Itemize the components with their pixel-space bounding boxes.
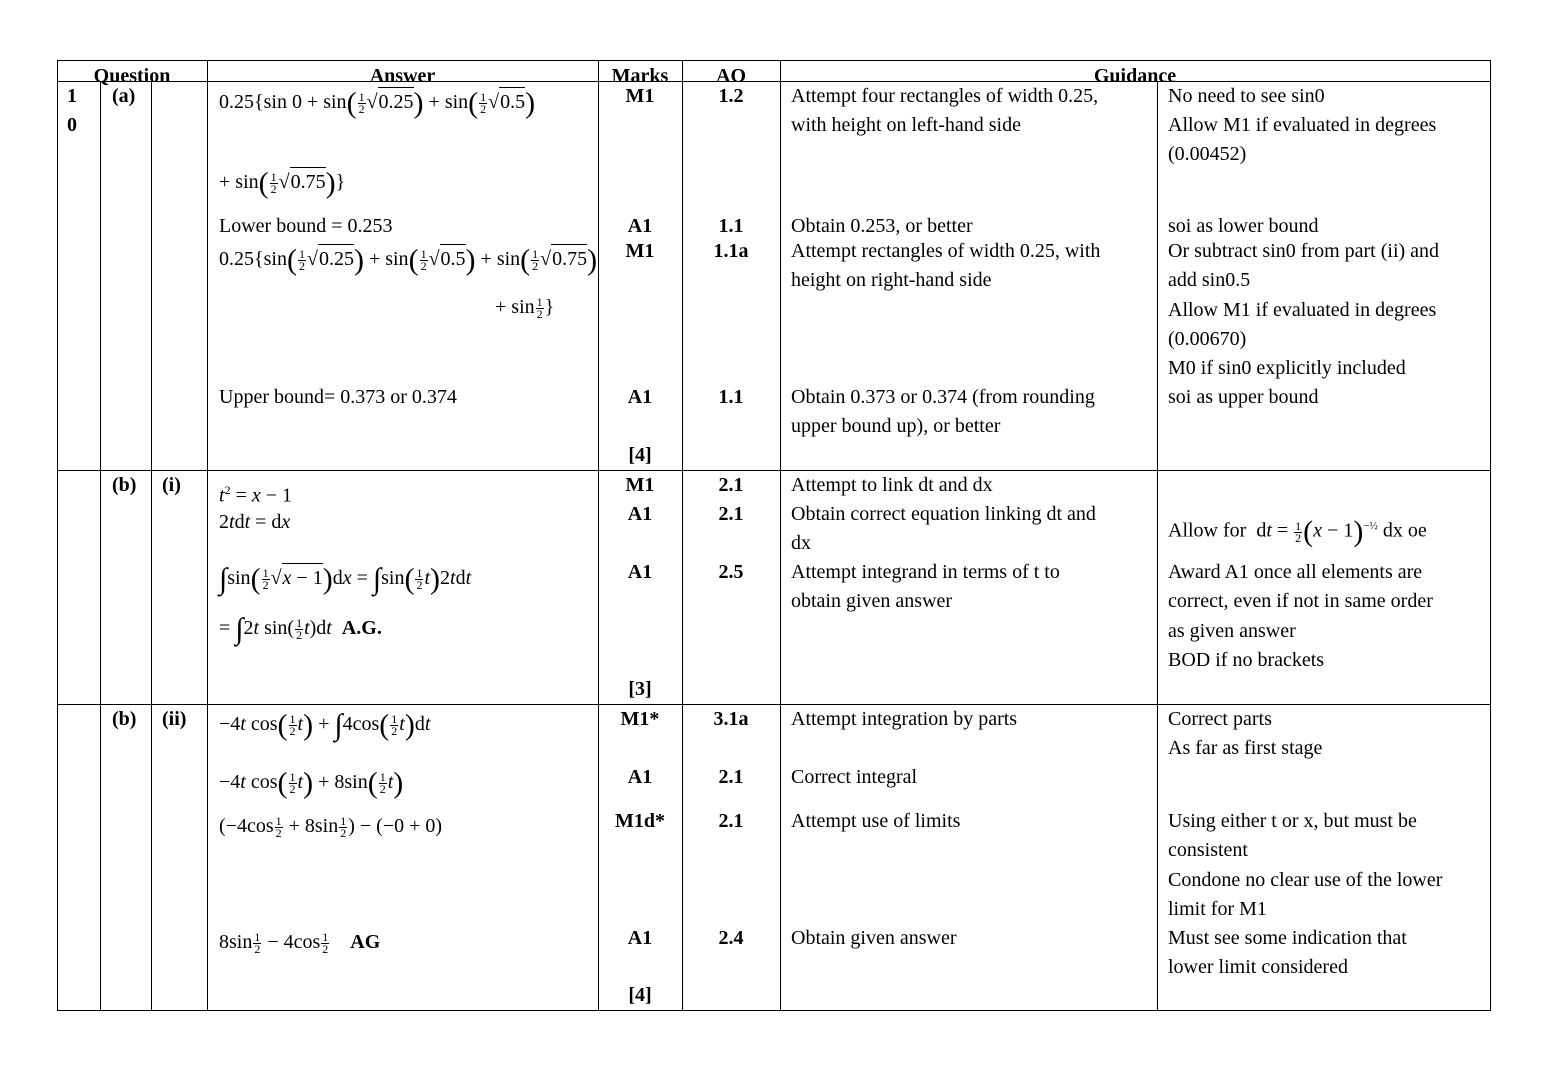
col-line-marks	[682, 60, 683, 1011]
ao-bi-3: 2.5	[718, 561, 744, 583]
guidance-a-1-line1: Attempt four rectangles of width 0.25,	[791, 85, 1099, 107]
guidance-a-4-line2: upper bound up), or better	[791, 415, 1001, 437]
answer-bi-substitution: $t^2 = x - 1$	[219, 483, 293, 507]
marks-a-2: A1	[627, 215, 653, 237]
answer-a-left-sum-line1: 0.25{sin 0 + sin( $\frac{1}{2}$ √0.25) + sin( $\frac{1}{2}$ √0.5)	[219, 86, 536, 120]
answer-a-lower-bound: Lower bound = 0.253	[219, 215, 393, 237]
notes-bii-3-line4: limit for M1	[1168, 898, 1267, 920]
question-number-digit-1: 1	[67, 85, 77, 107]
part-b-ii-sub-label: (ii)	[162, 708, 187, 730]
marks-a-total: [4]	[628, 444, 652, 466]
notes-a-3-line5: M0 if sin0 explicitly included	[1168, 357, 1406, 379]
notes-a-1-line2: Allow M1 if evaluated in degrees	[1168, 114, 1437, 136]
ao-a-2: 1.1	[718, 215, 744, 237]
col-line-right	[1490, 60, 1491, 1011]
marks-bi-1: M1	[625, 474, 655, 496]
notes-a-3-line2: add sin0.5	[1168, 269, 1251, 291]
ao-bii-4: 2.4	[718, 927, 744, 949]
ao-bii-1: 3.1a	[713, 708, 749, 730]
answer-bi-integral: ∫sin( $\frac{1}{2}$ √x − 1)dx = ∫sin( $\frac{1}{2}$ t)2tdt	[219, 562, 472, 596]
col-line-qnum	[100, 81, 101, 1011]
notes-bi-1: Allow for dt = $\frac{1}{2}$ $(x - 1)^{-\frac{1}{2}}$ dx oe	[1168, 515, 1427, 549]
answer-bii-limits: (−4cos $\frac{1}{2}$ + 8sin $\frac{1}{2}$ ) − (−0 + 0)	[219, 813, 443, 840]
col-line-part	[151, 81, 152, 1011]
answer-bi-differential: 2tdt = dx	[219, 511, 291, 533]
answer-bi-result: = ∫2t sin( $\frac{1}{2}$ t)dt A.G.	[219, 612, 382, 646]
answer-bii-parts: −4t cos( $\frac{1}{2}$ t) + ∫4cos( $\frac{1}{2}$ t)dt	[219, 708, 431, 742]
question-number-digit-2: 0	[67, 114, 77, 136]
answer-a-right-sum-line1: 0.25{sin( $\frac{1}{2}$ √0.25) + sin( $\frac{1}{2}$ √0.5) + sin( $\frac{1}{2}$ √0.75)	[219, 243, 598, 277]
marks-bi-total: [3]	[628, 678, 652, 700]
guidance-a-4-line1: Obtain 0.373 or 0.374 (from rounding	[791, 386, 1095, 408]
marks-bii-4: A1	[627, 927, 653, 949]
part-a-label: (a)	[112, 85, 136, 107]
guidance-a-2: Obtain 0.253, or better	[791, 215, 973, 237]
guidance-a-3-line2: height on right-hand side	[791, 269, 992, 291]
guidance-bii-2: Correct integral	[791, 766, 918, 788]
marks-bii-1: M1*	[620, 708, 660, 730]
notes-a-4: soi as upper bound	[1168, 386, 1319, 408]
marks-a-4: A1	[627, 386, 653, 408]
header-guidance: Guidance	[1093, 65, 1177, 87]
notes-bii-4-line2: lower limit considered	[1168, 956, 1348, 978]
col-line-guidance-split	[1157, 81, 1158, 1011]
answer-bii-integral: −4t cos( $\frac{1}{2}$ t) + 8sin( $\frac{1}{2}$ t)	[219, 766, 404, 800]
notes-bii-4-line1: Must see some indication that	[1168, 927, 1407, 949]
answer-bii-ag: AG	[350, 931, 381, 953]
notes-bi-1-prefix: Allow for	[1168, 519, 1247, 542]
marks-a-1: M1	[625, 85, 655, 107]
header-question: Question	[93, 65, 171, 87]
part-b-ii-label: (b)	[112, 708, 137, 730]
marks-bii-2: A1	[627, 766, 653, 788]
guidance-bi-2-line1: Obtain correct equation linking dt and	[791, 503, 1096, 525]
header-marks: Marks	[611, 65, 669, 87]
notes-bi-3-line2: correct, even if not in same order	[1168, 590, 1433, 612]
guidance-a-1-line2: with height on left-hand side	[791, 114, 1021, 136]
table-bottom-border	[57, 1010, 1491, 1011]
ao-bi-1: 2.1	[718, 474, 744, 496]
header-ao: AO	[716, 65, 746, 87]
ao-bi-2: 2.1	[718, 503, 744, 525]
notes-a-3-line3: Allow M1 if evaluated in degrees	[1168, 299, 1437, 321]
marks-bi-3: A1	[627, 561, 653, 583]
notes-bii-1-line1: Correct parts	[1168, 708, 1272, 730]
guidance-bi-2-line2: dx	[791, 532, 811, 554]
col-line-ao	[780, 60, 781, 1011]
notes-bii-1-line2: As far as first stage	[1168, 737, 1323, 759]
col-line-answer	[598, 60, 599, 1011]
guidance-bii-3: Attempt use of limits	[791, 810, 961, 832]
col-line-question	[207, 60, 208, 1011]
guidance-bi-1: Attempt to link dt and dx	[791, 474, 993, 496]
answer-a-right-sum-line2: + sin $\frac{1}{2}$ }	[495, 294, 555, 321]
ao-a-4: 1.1	[718, 386, 744, 408]
ao-bii-2: 2.1	[718, 766, 744, 788]
marks-bi-2: A1	[627, 503, 653, 525]
answer-bi-ag: A.G.	[341, 617, 382, 639]
guidance-a-3-line1: Attempt rectangles of width 0.25, with	[791, 240, 1101, 262]
notes-bi-3-line3: as given answer	[1168, 620, 1296, 642]
guidance-bi-3-line1: Attempt integrand in terms of t to	[791, 561, 1060, 583]
marks-bii-3: M1d*	[615, 810, 665, 832]
notes-bii-3-line2: consistent	[1168, 839, 1248, 861]
notes-bi-3-line1: Award A1 once all elements are	[1168, 561, 1423, 583]
notes-bii-3-line1: Using either t or x, but must be	[1168, 810, 1417, 832]
marks-bii-total: [4]	[628, 984, 652, 1006]
answer-a-left-sum-line2: + sin( $\frac{1}{2}$ √0.75)}	[219, 166, 346, 200]
notes-a-3-line1: Or subtract sin0 from part (ii) and	[1168, 240, 1440, 262]
answer-bii-result: 8sin $\frac{1}{2}$ − 4cos $\frac{1}{2}$ AG	[219, 929, 381, 956]
answer-a-upper-bound: Upper bound= 0.373 or 0.374	[219, 386, 457, 408]
header-answer: Answer	[369, 65, 436, 87]
notes-a-1-line1: No need to see sin0	[1168, 85, 1325, 107]
part-b-i-sub-label: (i)	[162, 474, 181, 496]
part-b-i-label: (b)	[112, 474, 137, 496]
ao-a-1: 1.2	[718, 85, 744, 107]
marks-a-3: M1	[625, 240, 655, 262]
guidance-bi-3-line2: obtain given answer	[791, 590, 953, 612]
notes-a-3-line4: (0.00670)	[1168, 328, 1247, 350]
ao-a-3: 1.1a	[713, 240, 749, 262]
ao-bii-3: 2.1	[718, 810, 744, 832]
notes-a-2: soi as lower bound	[1168, 215, 1319, 237]
notes-bi-1-suffix: dx oe	[1382, 519, 1427, 542]
notes-bii-3-line3: Condone no clear use of the lower	[1168, 869, 1443, 891]
notes-bi-3-line4: BOD if no brackets	[1168, 649, 1325, 671]
col-line-left	[57, 60, 58, 1011]
guidance-bii-1: Attempt integration by parts	[791, 708, 1018, 730]
notes-a-1-line3: (0.00452)	[1168, 143, 1247, 165]
table-top-border	[57, 60, 1491, 61]
guidance-bii-4: Obtain given answer	[791, 927, 957, 949]
